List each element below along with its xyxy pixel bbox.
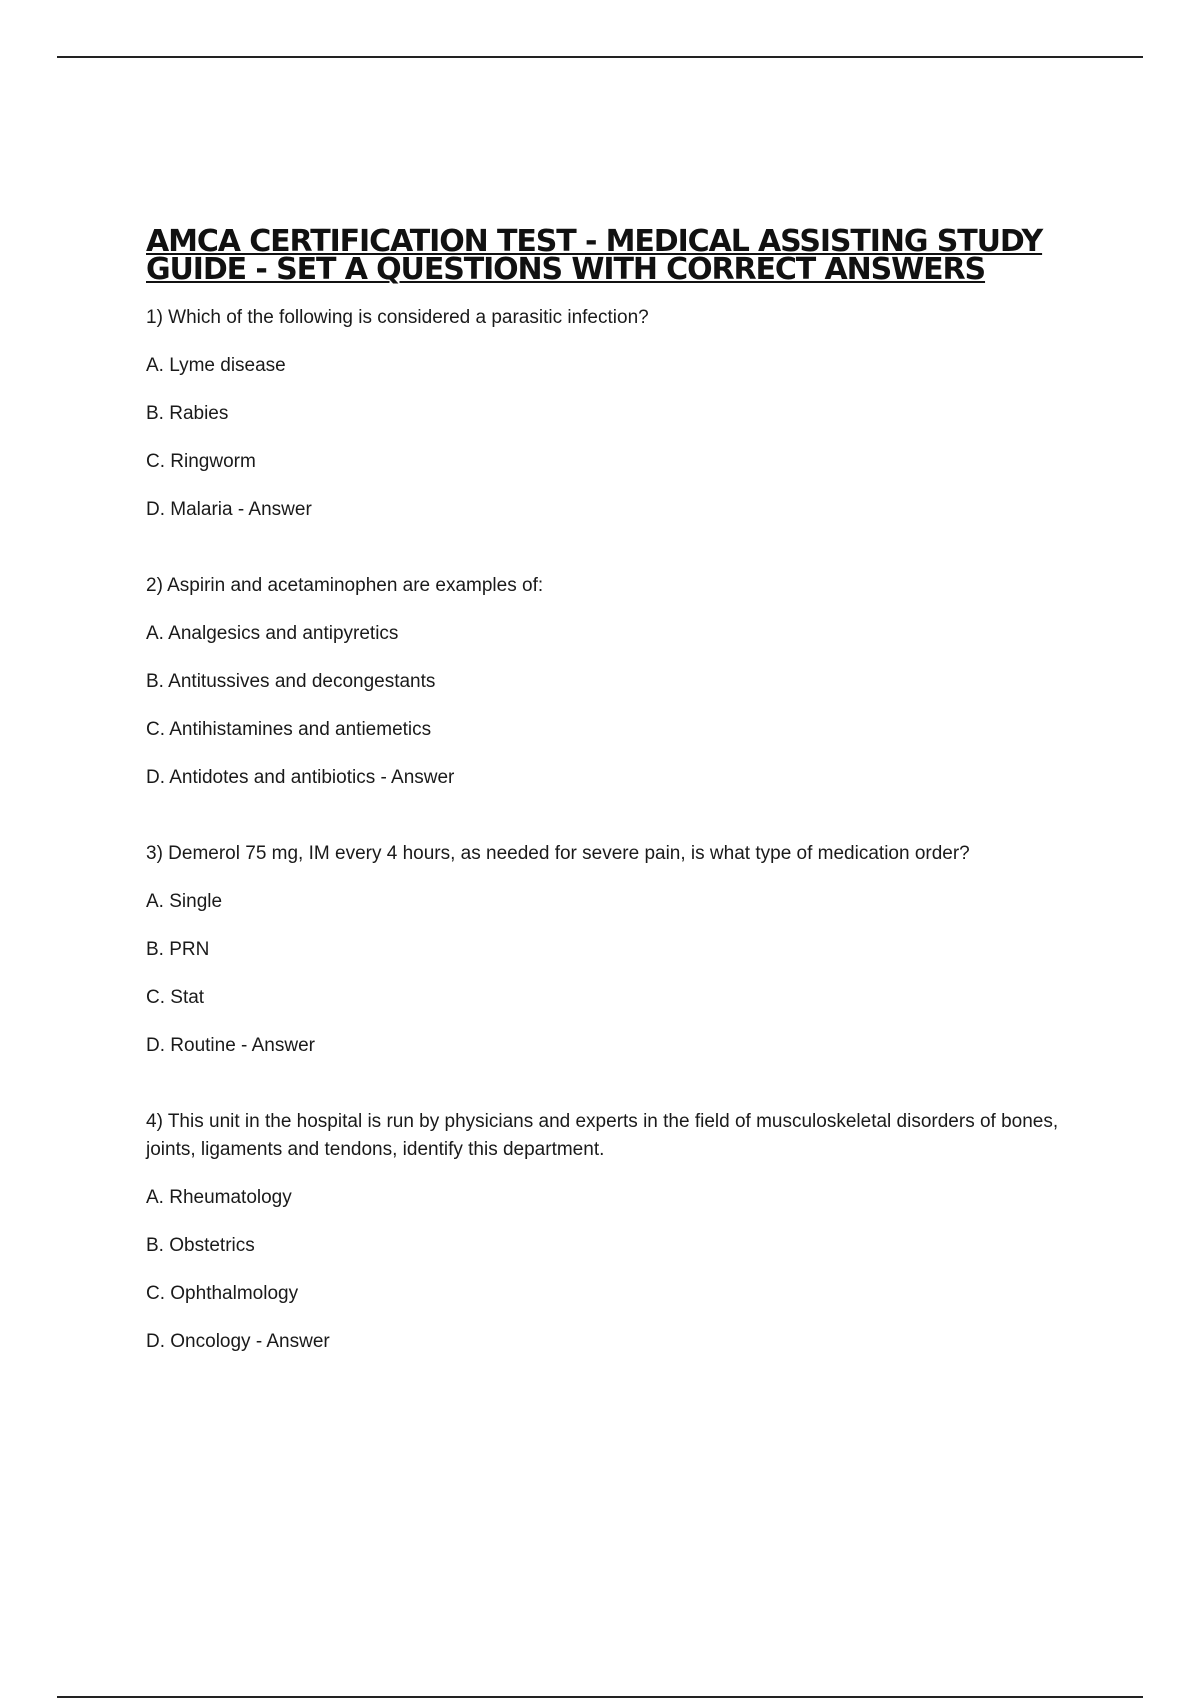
answer-option-c: C. Ringworm xyxy=(146,451,256,472)
question-block-3 xyxy=(146,840,1096,1060)
answer-option-d: D. Malaria - Answer xyxy=(146,499,312,520)
answer-option-d: D. Routine - Answer xyxy=(146,1035,315,1056)
answer-option-b: B. Obstetrics xyxy=(146,1235,255,1256)
question-block-1 xyxy=(146,304,1096,524)
answer-option-c: C. Antihistamines and antiemetics xyxy=(146,719,432,740)
question-block-4 xyxy=(146,1108,1096,1356)
answer-option-d: D. Antidotes and antibiotics - Answer xyxy=(146,767,455,788)
answer-option-b: B. Rabies xyxy=(146,403,229,424)
question-text: 1) Which of the following is considered a parasitic infection? xyxy=(146,307,649,328)
title-line-2: GUIDE - SET A QUESTIONS WITH CORRECT ANSWERS xyxy=(146,252,986,287)
question-text: 4) This unit in the hospital is run by physicians and experts in the field of musculoskeletal disorders of bones, joints, ligaments and tendons, identify this department. xyxy=(146,1111,1059,1160)
top-rule xyxy=(57,56,1143,58)
answer-option-b: B. PRN xyxy=(146,939,210,960)
answer-option-d: D. Oncology - Answer xyxy=(146,1331,330,1352)
question-text: 2) Aspirin and acetaminophen are examples of: xyxy=(146,575,544,596)
title-line-1: AMCA CERTIFICATION TEST - MEDICAL ASSISTING STUDY xyxy=(146,224,1043,259)
document-title xyxy=(146,224,1096,287)
bottom-rule xyxy=(57,1696,1143,1698)
answer-option-c: C. Stat xyxy=(146,987,205,1008)
answer-option-c: C. Ophthalmology xyxy=(146,1283,299,1304)
answer-option-a: A. Analgesics and antipyretics xyxy=(146,623,399,644)
answer-option-b: B. Antitussives and decongestants xyxy=(146,671,436,692)
document-body xyxy=(146,224,1096,1356)
answer-option-a: A. Single xyxy=(146,891,223,912)
answer-option-a: A. Rheumatology xyxy=(146,1187,292,1208)
question-block-2 xyxy=(146,572,1096,792)
answer-option-a: A. Lyme disease xyxy=(146,355,286,376)
question-text: 3) Demerol 75 mg, IM every 4 hours, as needed for severe pain, is what type of medication order? xyxy=(146,843,970,864)
